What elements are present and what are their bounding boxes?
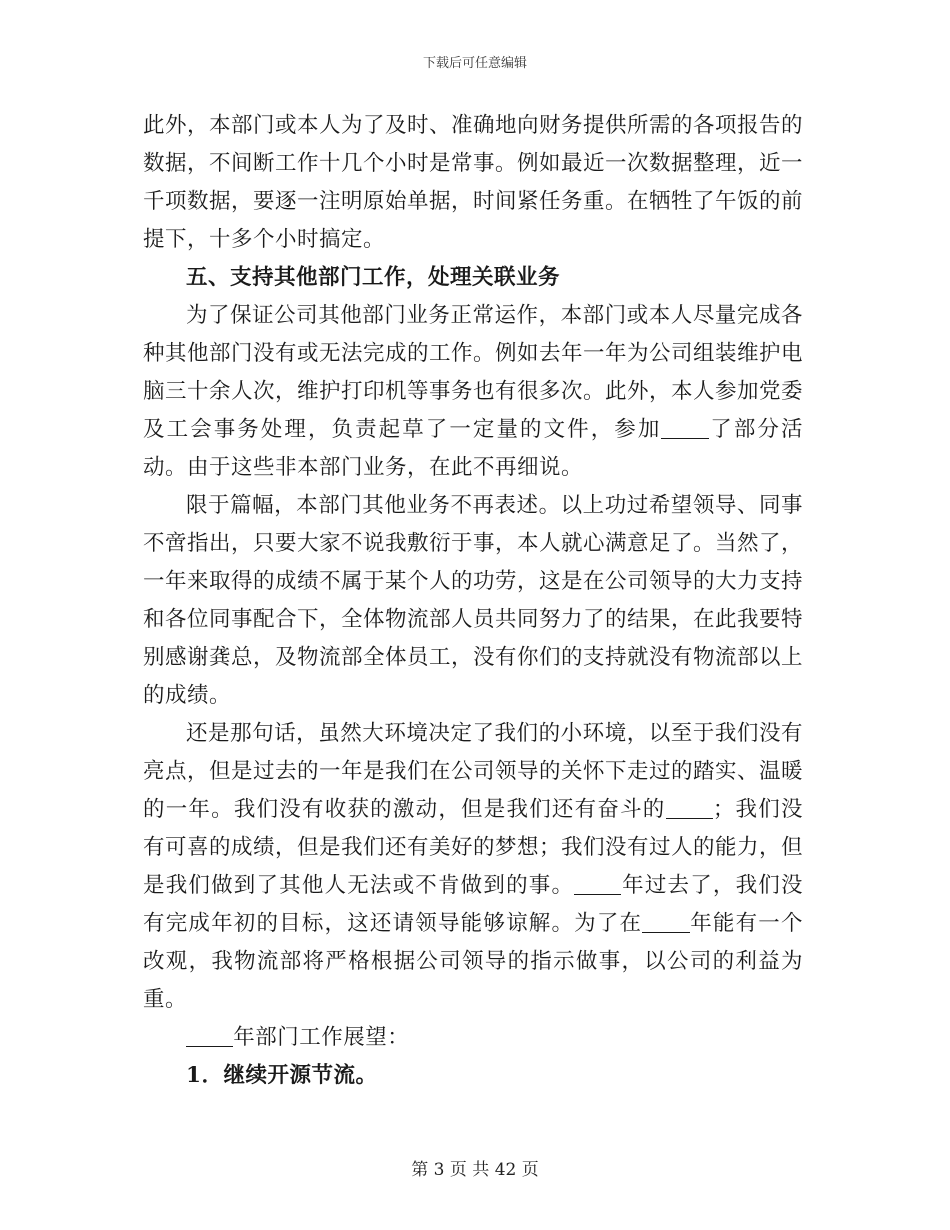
paragraph: [143, 715, 803, 1019]
fill-in-blank: [186, 1024, 233, 1047]
fill-in-blank: [661, 416, 708, 439]
text-run: 年过去了，我们没有完成年初的目标，这还请领导能够谅解。为了在: [143, 873, 803, 936]
page-footer: 第 3 页 共 42 页: [411, 1160, 539, 1180]
text-run: 为了保证公司其他部门业务正常运作，本部门或本人尽量完成各种其他部门没有或无法完成的工作。例如去年一年为公司组装维护电脑三十余人次，维护打印机等事务也有很多次。此外，本人参加党委及工会事务处理，负责起草了一定量的文件，参加: [143, 303, 804, 442]
document-body: [143, 107, 803, 1095]
fill-in-blank: [574, 872, 621, 895]
page-header: 下载后可任意编辑: [422, 56, 527, 71]
paragraph: [143, 297, 803, 487]
paragraph: 限于篇幅，本部门其他业务不再表述。以上功过希望领导、同事不啻指出，只要大家不说我敷衍于事，本人就心满意足了。当然了，一年来取得的成绩不属于某个人的功劳，这是在公司领导的大力支持和各位同事配合下，全体物流部人员共同努力了的结果，在此我要特别感谢龚总，及物流部全体员工，没有你们的支持就没有物流部以上的成绩。: [143, 493, 804, 708]
list-item-heading: 1．继续开源节流。: [186, 1063, 378, 1088]
paragraph: 此外，本部门或本人为了及时、准确地向财务提供所需的各项报告的数据，不间断工作十几个小时是常事。例如最近一次数据整理，近一千项数据，要逐一注明原始单据，时间紧任务重。在牺牲了午饭的前提下，十多个小时搞定。: [143, 113, 804, 252]
text-run: 年部门工作展望：: [233, 1025, 410, 1050]
text-run: ；我们没有可喜的成绩，但是我们还有美好的梦想；我们没有过人的能力，但是我们做到了其他人无法或不肯做到的事。: [143, 797, 804, 898]
fill-in-blank: [642, 910, 689, 933]
fill-in-blank: [666, 796, 713, 819]
text-run: 年能有一个改观，我物流部将严格根据公司领导的指示做事，以公司的利益为重。: [143, 911, 803, 1012]
section-heading: 五、支持其他部门工作，处理关联业务: [186, 265, 561, 290]
paragraph: [143, 1019, 803, 1057]
text-run: 还是那句话，虽然大环境决定了我们的小环境，以至于我们没有亮点，但是过去的一年是我们在公司领导的关怀下走过的踏实、温暖的一年。我们没有收获的激动，但是我们还有奋斗的: [143, 721, 804, 822]
text-run: 了部分活动。由于这些非本部门业务，在此不再细说。: [143, 417, 803, 480]
